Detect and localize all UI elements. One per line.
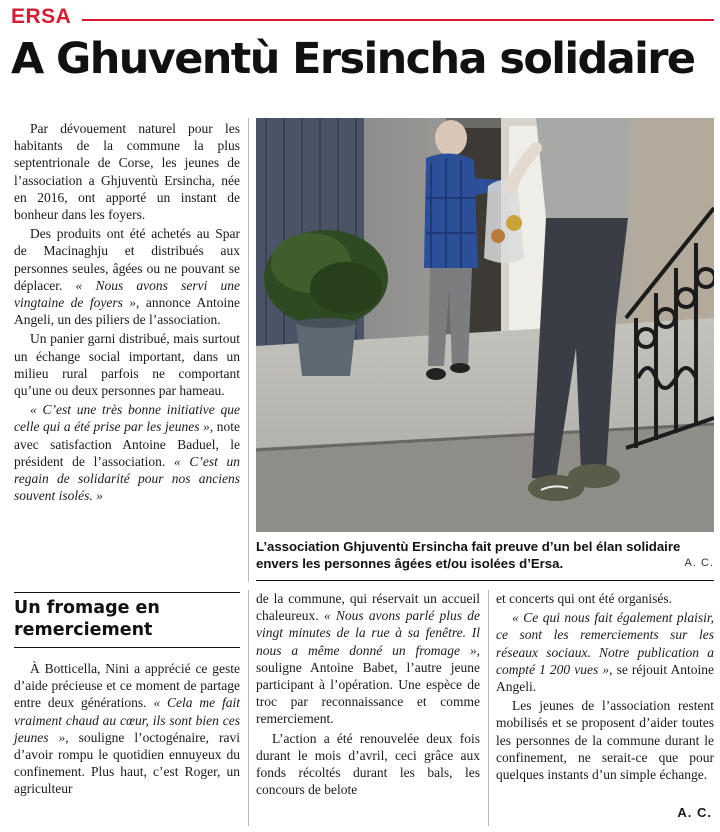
paragraph: À Botticella, Nini a apprécié ce geste d’aide précieuse et ce moment de partage entre deux générations. « Cela me fait vraiment chaud au cœur, ils sont bien ces jeunes », souligne l’octogénaire, ravi d’avoir rompu le quotidien ennuyeux du confinement. Plus haut, c’est Roger, un agriculteur	[14, 661, 241, 797]
section-rule	[82, 19, 714, 21]
column-divider	[488, 590, 489, 826]
paragraph: Les jeunes de l’association restent mobilisés et se proposent d’aider toutes les personnes de la commune durant le confinement, ne serait-ce que pour quelques instants d’un simple échange.	[496, 698, 714, 783]
subhead-rule-top	[14, 592, 240, 593]
article-column-1-continued	[14, 660, 240, 798]
paragraph: de la commune, qui réservait un accueil chaleureux. « Nous avons parlé plus de vingt minutes de la rue à sa fenêtre. Il nous a même donné un fromage », souligne Antoine Babet, l’autre jeune participant à l’opération. Une espèce de troc par reconnaissance et comme remerciement.	[256, 591, 481, 727]
paragraph: L’action a été renouvelée deux fois durant le mois d’avril, ceci grâce aux fonds récoltés durant les bals, les concours de belote	[256, 730, 480, 798]
subhead-rule-bottom	[14, 647, 240, 648]
photo-illustration	[256, 118, 714, 532]
article-column-3	[496, 590, 714, 783]
headline: A Ghuventù Ersincha solidaire	[11, 34, 695, 84]
article-photo	[256, 118, 714, 532]
article-column-2	[256, 590, 480, 798]
column-divider	[248, 590, 249, 826]
section-label: ERSA	[11, 5, 72, 28]
paragraph: Par dévouement naturel pour les habitants de la commune la plus septentrionale de Corse, les jeunes de l’association a Ghjuventù Ersincha, née en 2016, ont apporté un instant de bonheur dans les foyers.	[14, 121, 240, 223]
photo-credit: A. C.	[684, 557, 714, 569]
article-column-1	[14, 120, 240, 504]
paragraph: et concerts qui ont été organisés.	[496, 591, 672, 606]
author-signature: A. C.	[677, 805, 712, 820]
subheading: Un fromage en remerciement	[14, 598, 160, 640]
paragraph: Des produits ont été achetés au Spar de Macinaghju et distribués aux personnes seules, âgées ou ne pouvant se déplacer. « Nous avons servi une vingtaine de foyers », annonce Antoine Angeli, un des piliers de l’association.	[14, 226, 240, 328]
column-divider	[248, 118, 249, 582]
paragraph: « Ce qui nous fait également plaisir, ce sont les remerciements sur les réseaux sociaux. Notre publication a compté 1 200 vues », se réjouit Antoine Angeli.	[496, 610, 714, 695]
caption-rule	[256, 580, 714, 581]
paragraph: « C’est une très bonne initiative que celle qui a été prise par les jeunes », note avec satisfaction Antoine Baduel, le président de l’association. « C’est un regain de solidarité pour nos anciens souvent isolés. »	[14, 402, 241, 504]
photo-caption: L’association Ghjuventù Ersincha fait preuve d’un bel élan solidaire envers les personnes âgées et/ou isolées d’Ersa.	[256, 539, 681, 571]
paragraph: Un panier garni distribué, mais surtout un échange social important, dans un milieu rural parfois ne comportant qu’une ou deux personnes par hameau.	[14, 331, 240, 399]
